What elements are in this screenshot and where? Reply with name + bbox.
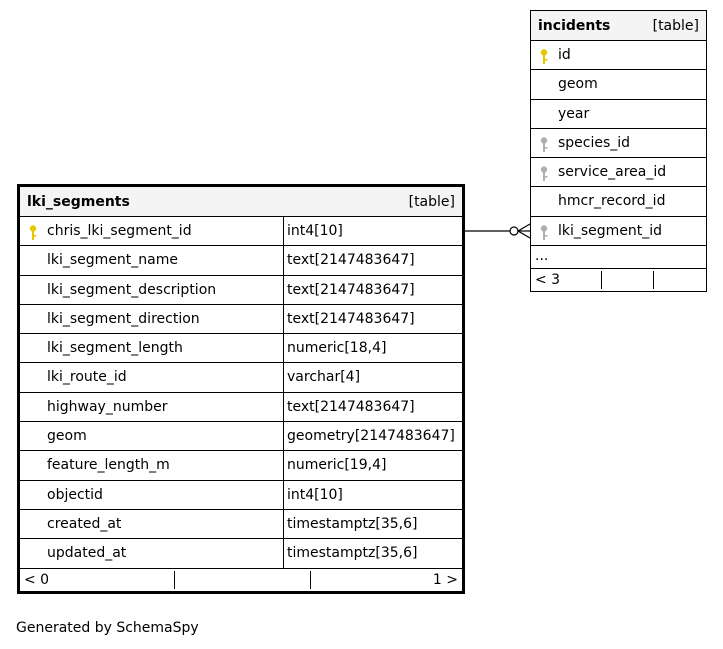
column-type: timestamptz[35,6] xyxy=(287,515,418,532)
column-type: text[2147483647] xyxy=(287,281,415,298)
parents-count[interactable]: < 3 xyxy=(535,272,561,289)
column-name: lki_segment_description xyxy=(47,281,217,298)
column-name: year xyxy=(558,105,590,122)
column-name: updated_at xyxy=(47,545,127,562)
column-name: lki_segment_direction xyxy=(47,310,200,327)
column-name: objectid xyxy=(47,486,103,503)
table-kind: [table] xyxy=(408,194,455,210)
column-type: numeric[19,4] xyxy=(287,457,387,474)
generated-by-text: Generated by SchemaSpy xyxy=(16,620,199,636)
column-name: lki_segment_name xyxy=(47,252,178,269)
column-type: timestamptz[35,6] xyxy=(287,545,418,562)
column-name: feature_length_m xyxy=(47,457,170,474)
column-name: hmcr_record_id xyxy=(558,193,666,210)
column-name: lki_segment_length xyxy=(47,340,183,357)
column-name: service_area_id xyxy=(558,164,667,181)
crow-foot-lower xyxy=(518,231,530,238)
column-type: int4[10] xyxy=(287,486,343,503)
column-name: created_at xyxy=(47,515,122,532)
table-name: lki_segments xyxy=(27,194,130,210)
column-type: numeric[18,4] xyxy=(287,340,387,357)
column-name: lki_segment_id xyxy=(558,222,663,239)
column-type: geometry[2147483647] xyxy=(287,428,455,445)
table-name: incidents xyxy=(538,18,611,34)
column-name: lki_route_id xyxy=(47,369,127,386)
column-name: species_id xyxy=(558,134,631,151)
column-type: text[2147483647] xyxy=(287,252,415,269)
column-name: highway_number xyxy=(47,398,168,415)
column-name: geom xyxy=(558,76,598,93)
parents-count[interactable]: < 0 xyxy=(24,571,50,588)
children-count[interactable]: 1 > xyxy=(432,571,458,588)
column-name: chris_lki_segment_id xyxy=(47,223,192,239)
more-columns-ellipsis: ... xyxy=(531,246,706,269)
table-kind: [table] xyxy=(652,18,699,34)
column-name: geom xyxy=(47,428,87,445)
column-type: text[2147483647] xyxy=(287,398,415,415)
column-name: id xyxy=(558,47,571,63)
crow-foot-upper xyxy=(518,224,530,231)
column-type: text[2147483647] xyxy=(287,310,415,327)
zero-cardinality-marker xyxy=(510,227,518,235)
column-type: int4[10] xyxy=(287,223,343,239)
column-type: varchar[4] xyxy=(287,369,361,386)
